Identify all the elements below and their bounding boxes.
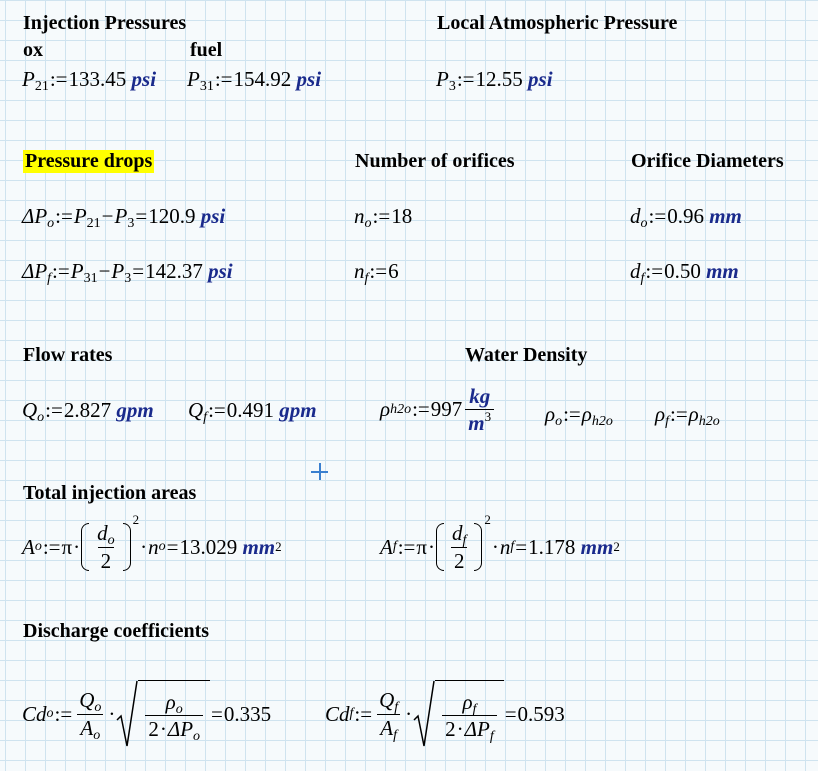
op-dot: · xyxy=(108,701,116,726)
eq-ao[interactable]: A o := π · $\frac{d_o}{2}$ 2 · n o = 13.029 mm 2 xyxy=(22,512,282,573)
eq-p3[interactable] xyxy=(436,67,553,92)
sym-rho: ρ xyxy=(688,402,699,426)
label-ox: ox xyxy=(23,39,43,61)
op-minus: − xyxy=(101,204,114,228)
sym-rho: ρ xyxy=(655,402,666,426)
num-2: 2 xyxy=(148,717,159,741)
sub-o: o xyxy=(640,216,648,231)
op-define: := xyxy=(669,402,688,426)
sym-q: Q xyxy=(379,688,395,713)
sym-pi: π xyxy=(416,534,428,559)
sub-o: o xyxy=(193,729,201,744)
header-water-density: Water Density xyxy=(465,344,588,366)
op-define: := xyxy=(456,67,475,91)
eq-af[interactable]: A f := π · $\frac{d_f}{2}$ 2 · n f = 1.178 mm 2 xyxy=(380,512,620,573)
sym-p: P xyxy=(436,67,449,91)
unit-mm: mm xyxy=(709,204,742,228)
sub-3: 3 xyxy=(127,216,135,231)
sub-f: f xyxy=(393,727,397,743)
op-define: := xyxy=(54,701,73,726)
op-dot: · xyxy=(73,534,81,559)
op-equals: = xyxy=(166,534,179,559)
value-dpo: 120.9 xyxy=(148,204,196,228)
unit-kg-per-m3 xyxy=(465,384,494,435)
sym-d: d xyxy=(630,259,641,283)
sqrt-radical-icon xyxy=(116,680,138,748)
op-dot: · xyxy=(405,701,413,726)
header-flow-rates: Flow rates xyxy=(23,344,113,366)
op-define: := xyxy=(372,204,391,228)
op-equals: = xyxy=(515,534,528,559)
value-p21: 133.45 xyxy=(68,67,127,91)
sym-rho: ρ xyxy=(545,402,556,426)
op-dot: · xyxy=(159,717,167,741)
op-equals: = xyxy=(135,204,148,228)
value-cdf: 0.593 xyxy=(517,701,565,726)
eq-cdf[interactable]: Cd f := $\frac{Q_f}{A_f}$ · $\frac{\rho_f}{2\cdot\Delta P_f}$ = 0.593 xyxy=(325,680,565,748)
unit-psi: psi xyxy=(528,67,553,91)
op-define: := xyxy=(45,398,63,422)
value-af: 1.178 xyxy=(528,534,576,559)
sym-p: P xyxy=(70,259,84,283)
sub-f: f xyxy=(462,533,467,549)
op-define: := xyxy=(648,204,667,228)
eq-p21[interactable] xyxy=(22,67,156,92)
sym-q: Q xyxy=(22,398,38,422)
unit-m: m xyxy=(468,411,485,436)
sub-f: f xyxy=(472,701,477,717)
op-dot: · xyxy=(140,534,148,559)
op-define: := xyxy=(645,259,664,283)
sub-o: o xyxy=(107,533,115,549)
num-2: 2 xyxy=(445,717,456,741)
sym-dp: ΔP xyxy=(22,204,48,228)
eq-dpo[interactable] xyxy=(22,204,225,229)
sym-n: n xyxy=(354,204,365,228)
sym-n: n xyxy=(499,534,511,559)
sub-o: o xyxy=(37,410,45,425)
header-injection-pressures: Injection Pressures xyxy=(23,12,187,34)
sub-f: f xyxy=(665,414,669,429)
unit-psi: psi xyxy=(131,67,157,91)
op-define: := xyxy=(397,534,416,559)
sub-21: 21 xyxy=(34,79,49,94)
op-dot: · xyxy=(491,534,499,559)
sym-d: d xyxy=(630,204,641,228)
unit-mm: mm xyxy=(706,259,739,283)
sqrt-group xyxy=(116,680,210,748)
sub-21: 21 xyxy=(86,216,101,231)
header-orifice-diameters: Orifice Diameters xyxy=(631,150,784,172)
sup-2: 2 xyxy=(132,512,140,527)
op-define: := xyxy=(369,259,388,283)
unit-kg: kg xyxy=(469,384,491,408)
value-df: 0.50 xyxy=(664,259,701,283)
eq-qo[interactable] xyxy=(22,398,154,423)
sub-o: o xyxy=(364,216,372,231)
op-dot: · xyxy=(428,534,436,559)
sub-31: 31 xyxy=(199,79,214,94)
sym-q: Q xyxy=(188,398,204,422)
op-define: := xyxy=(52,259,70,283)
op-define: := xyxy=(354,701,373,726)
unit-psi: psi xyxy=(208,259,233,283)
op-minus: − xyxy=(98,259,111,283)
sym-p: P xyxy=(111,259,125,283)
sqrt-group xyxy=(413,680,504,748)
sub-o: o xyxy=(94,700,102,716)
header-local-atmospheric-pressure: Local Atmospheric Pressure xyxy=(437,12,678,34)
sym-p: P xyxy=(73,204,87,228)
op-define: := xyxy=(563,402,581,426)
header-pressure-drops: Pressure drops xyxy=(25,150,153,172)
eq-no[interactable] xyxy=(354,204,412,229)
sym-dp: ΔP xyxy=(464,717,490,741)
eq-cdo[interactable]: Cd o := $\frac{Q_o}{A_o}$ · $\frac{\rho_o}{2\cdot\Delta P_o}$ = 0.335 xyxy=(22,680,271,748)
sym-a: A xyxy=(22,534,35,559)
op-define: := xyxy=(214,67,233,91)
unit-mm: mm xyxy=(580,534,614,559)
sym-rho: ρ xyxy=(581,402,592,426)
sym-n: n xyxy=(354,259,365,283)
eq-do[interactable] xyxy=(630,204,742,229)
unit-gpm: gpm xyxy=(279,398,317,422)
sym-cd: Cd xyxy=(22,701,47,726)
sym-dp: ΔP xyxy=(167,717,194,741)
value-nf: 6 xyxy=(388,259,399,283)
sub-f: f xyxy=(47,271,52,286)
paren-group xyxy=(81,521,131,572)
eq-df[interactable] xyxy=(630,259,739,284)
crosshair-cursor-icon xyxy=(311,463,328,480)
sqrt-radical-icon xyxy=(413,680,435,748)
den-2: 2 xyxy=(451,547,468,573)
sym-rho: ρ xyxy=(380,397,391,422)
value-cdo: 0.335 xyxy=(223,701,272,726)
op-define: := xyxy=(42,534,61,559)
den-2: 2 xyxy=(98,547,115,573)
op-equals: = xyxy=(132,259,145,283)
sub-f: f xyxy=(640,271,645,286)
op-define: := xyxy=(412,397,430,422)
sym-p: P xyxy=(187,67,200,91)
sym-p: P xyxy=(114,204,128,228)
unit-psi: psi xyxy=(200,204,226,228)
sub-o: o xyxy=(47,216,55,231)
op-define: := xyxy=(55,204,73,228)
op-define: := xyxy=(49,67,68,91)
sub-o: o xyxy=(175,701,183,717)
sup-3: 3 xyxy=(484,409,492,425)
value-ao: 13.029 xyxy=(179,534,238,559)
sub-3: 3 xyxy=(124,271,132,286)
sym-rho: ρ xyxy=(165,689,176,714)
eq-p31[interactable] xyxy=(187,67,321,92)
eq-rho-f[interactable] xyxy=(655,402,720,427)
value-qo: 2.827 xyxy=(63,398,112,422)
sup-2: 2 xyxy=(484,512,491,527)
sub-f: f xyxy=(203,410,208,425)
sym-a: A xyxy=(380,715,394,740)
sym-d: d xyxy=(97,521,108,546)
value-p31: 154.92 xyxy=(233,67,292,91)
sub-f: f xyxy=(489,729,494,744)
sub-h2o: h2o xyxy=(698,414,720,429)
eq-qf[interactable] xyxy=(188,398,317,423)
value-qf: 0.491 xyxy=(226,398,274,422)
sub-h2o: h2o xyxy=(591,414,613,429)
header-total-injection-areas: Total injection areas xyxy=(23,482,197,504)
op-equals: = xyxy=(211,701,223,726)
sub-f: f xyxy=(394,700,399,716)
sym-a: A xyxy=(380,534,393,559)
sym-d: d xyxy=(452,521,463,546)
sym-a: A xyxy=(80,715,94,740)
op-equals: = xyxy=(504,701,517,726)
op-define: := xyxy=(208,398,226,422)
value-p3: 12.55 xyxy=(475,67,523,91)
eq-dpf[interactable] xyxy=(22,259,233,284)
sym-n: n xyxy=(148,534,159,559)
sym-cd: Cd xyxy=(325,701,350,726)
sym-p: P xyxy=(22,67,35,91)
sub-3: 3 xyxy=(448,79,456,94)
paren-group xyxy=(436,521,482,572)
value-rho: 997 xyxy=(430,397,463,422)
sym-pi: π xyxy=(61,534,73,559)
header-number-of-orifices: Number of orifices xyxy=(355,150,515,172)
sub-o: o xyxy=(93,727,101,743)
sym-dp: ΔP xyxy=(22,259,48,283)
unit-psi: psi xyxy=(296,67,322,91)
unit-gpm: gpm xyxy=(116,398,154,422)
unit-mm: mm xyxy=(242,534,276,559)
eq-rho-h2o[interactable]: ρ h2o := 997 $\frac{kg}{m^3}$ xyxy=(380,384,497,435)
sub-o: o xyxy=(555,414,563,429)
eq-rho-o[interactable] xyxy=(545,402,613,427)
sym-rho: ρ xyxy=(462,689,473,714)
sub-f: f xyxy=(364,271,369,286)
value-no: 18 xyxy=(391,204,413,228)
op-dot: · xyxy=(456,717,464,741)
eq-nf[interactable] xyxy=(354,259,399,284)
header-discharge-coefficients: Discharge coefficients xyxy=(23,620,210,642)
sub-31: 31 xyxy=(83,271,98,286)
value-do: 0.96 xyxy=(667,204,704,228)
value-dpf: 142.37 xyxy=(145,259,203,283)
sym-q: Q xyxy=(79,688,95,713)
label-fuel: fuel xyxy=(190,39,223,61)
